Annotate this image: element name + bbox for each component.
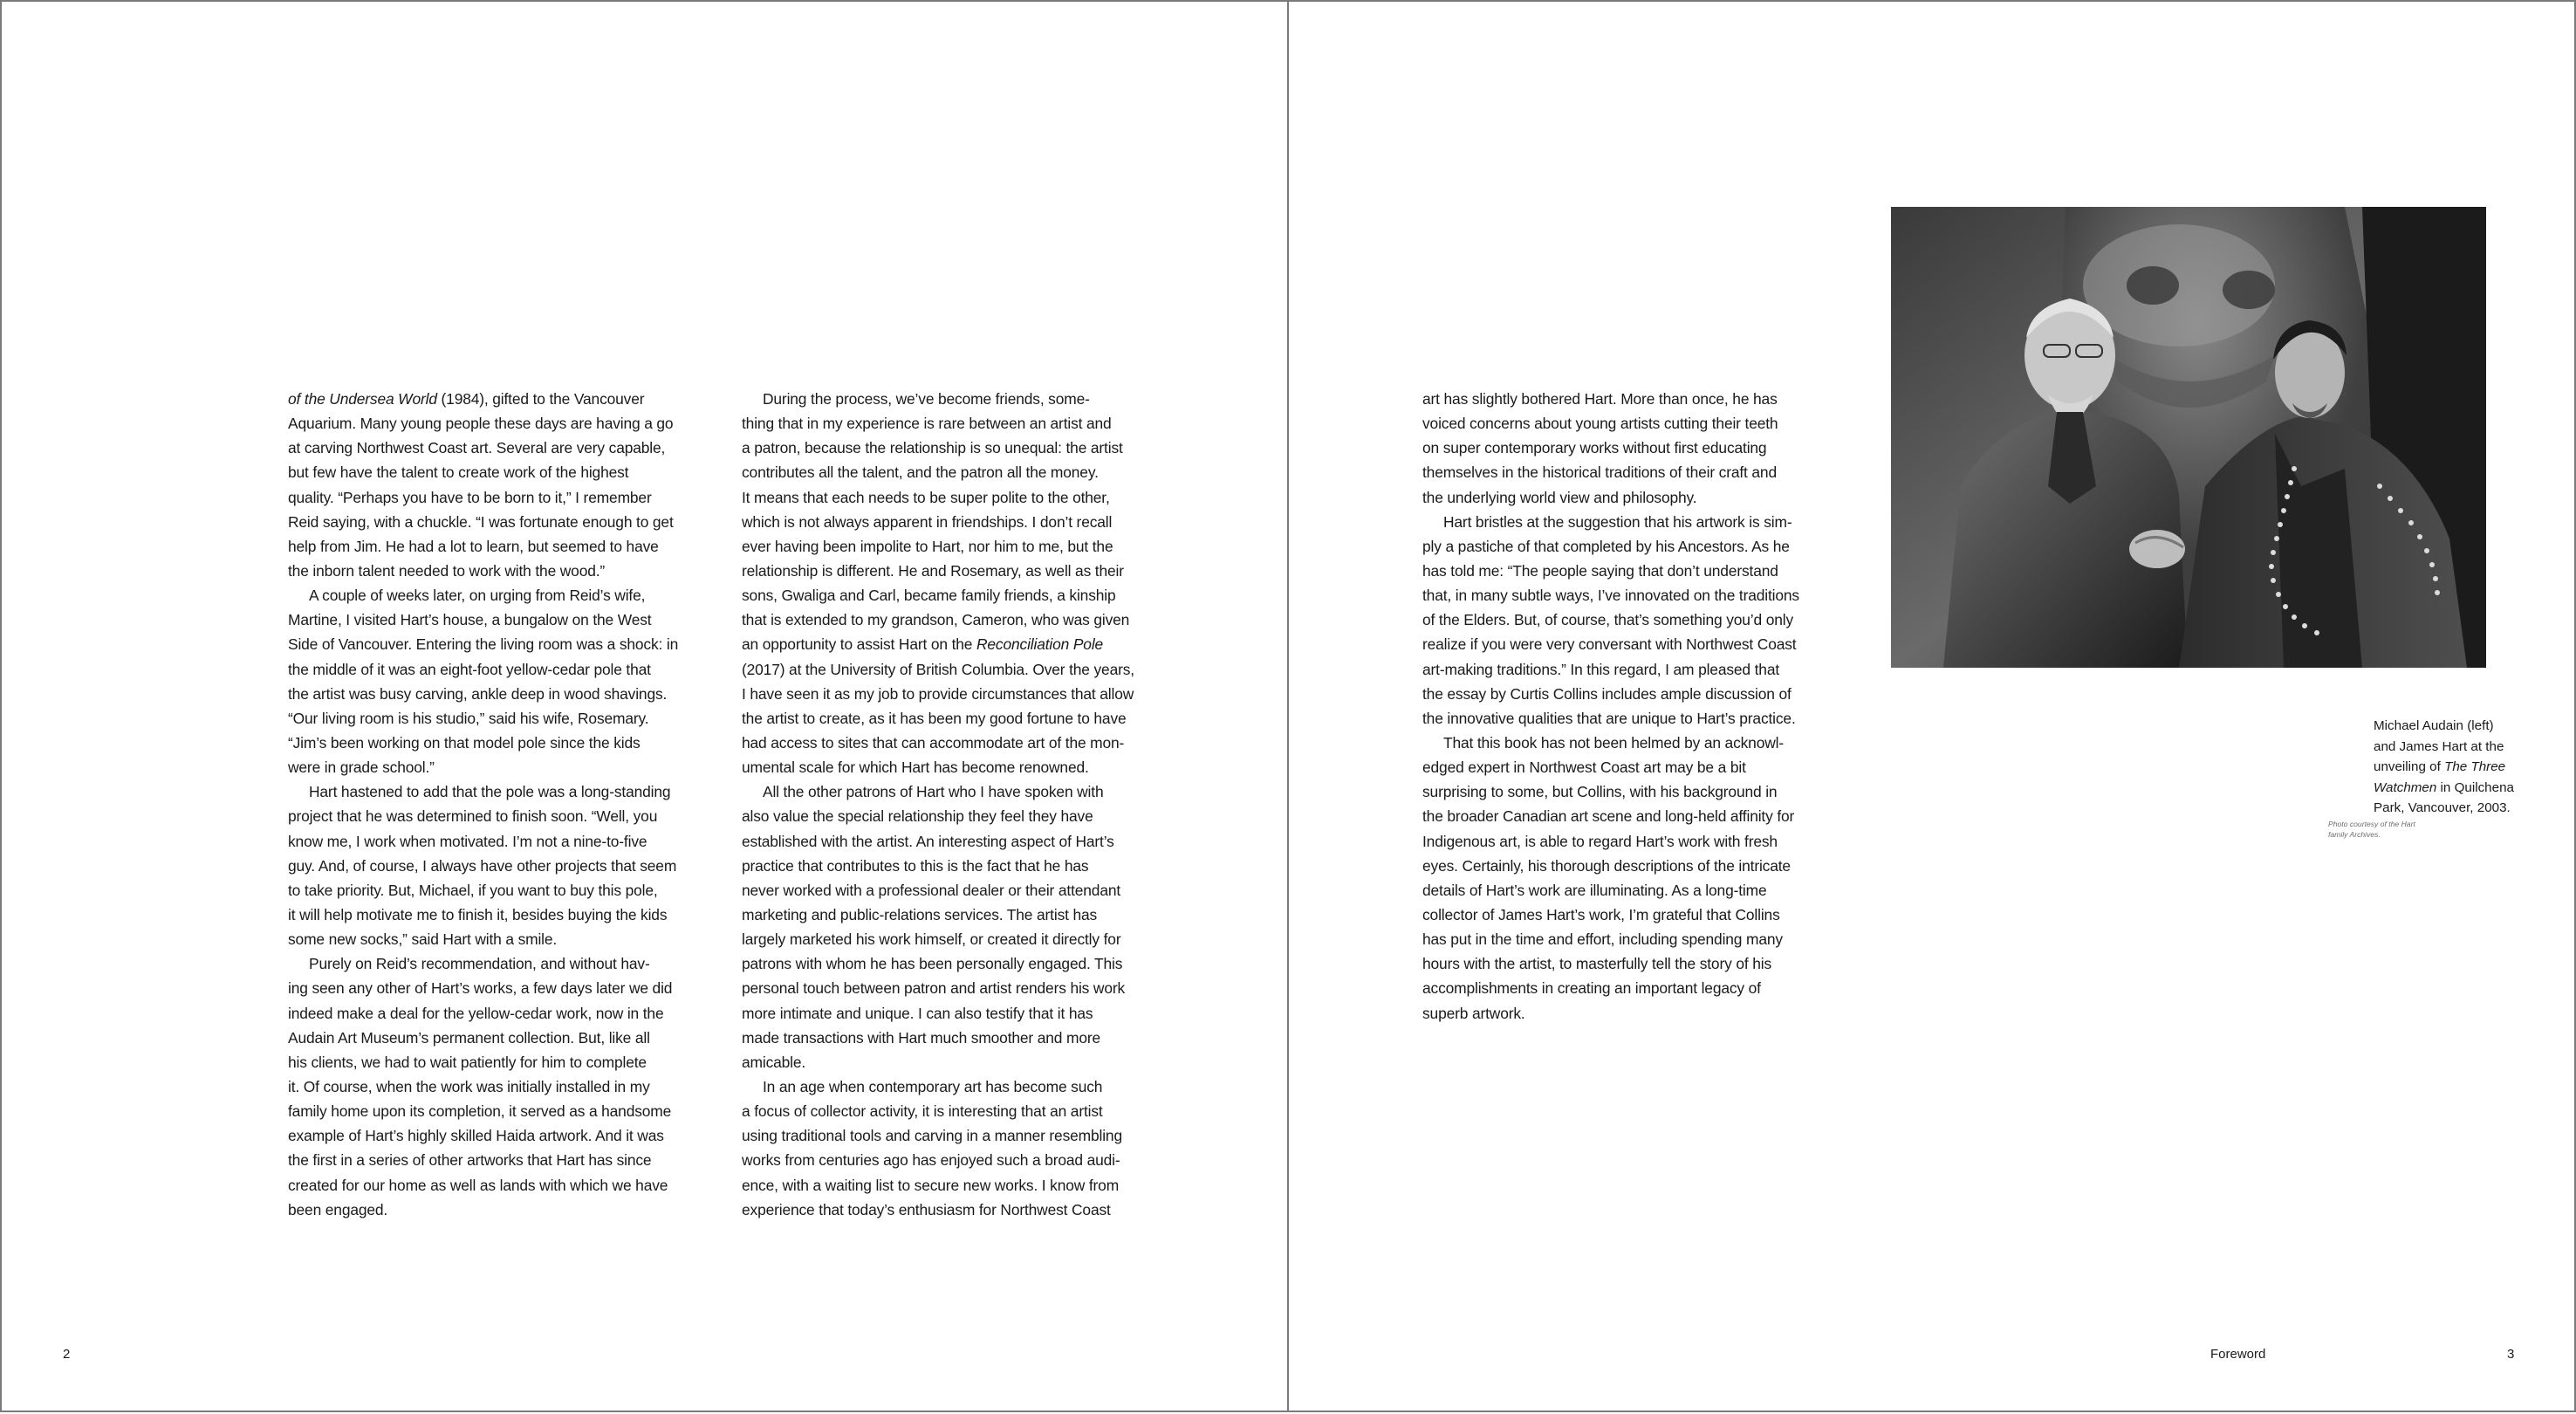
text-line: but few have the talent to create work of the highest	[288, 463, 629, 482]
text-line: quality. “Perhaps you have to be born to it,” I remember	[288, 488, 652, 506]
text-line: I have seen it as my job to provide circumstances that allow	[742, 684, 1134, 703]
text-line: the middle of it was an eight-foot yellow-cedar pole that	[288, 660, 651, 678]
text-line: relationship is different. He and Rosemary, as well as their	[742, 561, 1124, 580]
text-line: Side of Vancouver. Entering the living room was a shock: in	[288, 635, 679, 654]
text-line: “Our living room is his studio,” said his wife, Rosemary.	[288, 709, 649, 727]
text-line: details of Hart’s work are illuminating. As a long-time	[1422, 881, 1767, 899]
text-line: (2017) at the University of British Columbia. Over the years,	[742, 660, 1134, 678]
text-line: realize if you were very conversant with Northwest Coast	[1422, 635, 1797, 654]
text-line: Hart bristles at the suggestion that his artwork is sim-	[1443, 512, 1792, 531]
text-line: family Archives.	[2328, 830, 2381, 839]
text-line: hours with the artist, to masterfully tell the story of his	[1422, 955, 1771, 973]
text-column-2	[742, 387, 1157, 1222]
page-number-left: 2	[63, 1347, 71, 1362]
text-line: contributes all the talent, and the patron all the money.	[742, 463, 1099, 482]
text-line: superb artwork.	[1422, 1004, 1525, 1022]
text-line: patrons with whom he has been personally engaged. This	[742, 955, 1123, 973]
text-line: themselves in the historical traditions of their craft and	[1422, 463, 1777, 482]
text-line: ing seen any other of Hart’s works, a few days later we did	[288, 979, 673, 998]
text-line: Aquarium. Many young people these days are having a go	[288, 415, 674, 433]
text-line: the artist was busy carving, ankle deep in wood shavings.	[288, 684, 668, 703]
text-line: it. Of course, when the work was initially installed in my	[288, 1077, 650, 1095]
text-line: project that he was determined to finish soon. “Well, you	[288, 807, 658, 826]
text-line: indeed make a deal for the yellow-cedar work, now in the	[288, 1004, 664, 1022]
text-line: which is not always apparent in friendships. I don’t recall	[742, 512, 1113, 531]
text-line: accomplishments in creating an important legacy of	[1422, 979, 1761, 998]
text-line	[742, 632, 1157, 656]
text-line: has told me: “The people saying that don’t understand	[1422, 561, 1778, 580]
text-line: art has slightly bothered Hart. More than once, he has	[1422, 390, 1778, 408]
text-line: A couple of weeks later, on urging from Reid’s wife,	[309, 587, 646, 605]
text-line: practice that contributes to this is the fact that he has	[742, 856, 1089, 875]
text-line: help from Jim. He had a lot to learn, but seemed to have	[288, 537, 659, 555]
text-line: established with the artist. An interesting aspect of Hart’s	[742, 832, 1114, 850]
text-line: guy. And, of course, I always have other projects that seem	[288, 856, 677, 875]
page-number-right: 3	[2507, 1347, 2515, 1362]
text-line: personal touch between patron and artist renders his work	[742, 979, 1126, 998]
text-line: the underlying world view and philosophy.	[1422, 488, 1697, 506]
text-line: that, in many subtle ways, I’ve innovated on the traditions	[1422, 587, 1799, 605]
text-line: a patron, because the relationship is so unequal: the artist	[742, 439, 1123, 457]
text-line: the essay by Curtis Collins includes ample discussion of	[1422, 684, 1792, 703]
text-line: marketing and public-relations services. The artist has	[742, 905, 1098, 923]
text-line	[2374, 757, 2548, 778]
text-run: in Quilchena	[2436, 779, 2514, 795]
text-line: has put in the time and effort, including spending many	[1422, 930, 1783, 949]
text-line: Purely on Reid’s recommendation, and without hav-	[309, 955, 650, 973]
text-line: at carving Northwest Coast art. Several are very capable,	[288, 439, 666, 457]
text-line: the first in a series of other artworks that Hart has since	[288, 1151, 652, 1170]
text-run: an opportunity to assist Hart on the	[742, 635, 976, 654]
text-line: also value the special relationship they feel they have	[742, 807, 1093, 826]
text-column-3	[1422, 387, 1838, 1026]
text-line: eyes. Certainly, his thorough descriptions of the intricate	[1422, 856, 1791, 875]
italic-text: The Three	[2444, 759, 2506, 775]
text-line: the broader Canadian art scene and long-held affinity for	[1422, 807, 1795, 826]
photo-caption	[2374, 716, 2548, 819]
italic-text: Reconciliation Pole	[976, 635, 1104, 654]
text-line: collector of James Hart’s work, I’m grateful that Collins	[1422, 905, 1780, 923]
text-line: edged expert in Northwest Coast art may be a bit	[1422, 758, 1746, 777]
text-line: Reid saying, with a chuckle. “I was fortunate enough to get	[288, 512, 674, 531]
text-line: example of Hart’s highly skilled Haida artwork. And it was	[288, 1127, 664, 1145]
text-line: know me, I work when motivated. I’m not a nine-to-five	[288, 832, 647, 850]
text-line: to take priority. But, Michael, if you want to buy this pole,	[288, 881, 658, 899]
text-line: All the other patrons of Hart who I have spoken with	[763, 783, 1104, 801]
text-line: art-making traditions.” In this regard, I am pleased that	[1422, 660, 1780, 678]
text-line: and James Hart at the	[2374, 738, 2504, 754]
text-line	[2374, 778, 2548, 799]
text-line: been engaged.	[288, 1200, 388, 1218]
text-run: unveiling of	[2374, 759, 2445, 775]
text-line: amicable.	[742, 1053, 806, 1071]
text-line: ever having been impolite to Hart, nor him to me, but the	[742, 537, 1113, 555]
text-line: never worked with a professional dealer or their attendant	[742, 881, 1121, 899]
text-line: Photo courtesy of the Hart	[2328, 820, 2415, 828]
text-line: created for our home as well as lands with which we have	[288, 1176, 668, 1194]
text-line: “Jim’s been working on that model pole since the kids	[288, 733, 641, 752]
text-line: more intimate and unique. I can also testify that it has	[742, 1004, 1093, 1022]
text-line: Park, Vancouver, 2003.	[2374, 800, 2511, 816]
text-line: voiced concerns about young artists cutting their teeth	[1422, 415, 1778, 433]
text-line: Michael Audain (left)	[2374, 718, 2494, 733]
text-line: the innovative qualities that are unique to Hart’s practice.	[1422, 709, 1796, 727]
text-column-1	[288, 387, 703, 1222]
text-line: umental scale for which Hart has become renowned.	[742, 758, 1089, 777]
photo-credit	[2328, 819, 2468, 840]
text-line: made transactions with Hart much smoother and more	[742, 1028, 1101, 1047]
text-line: works from centuries ago has enjoyed such a broad audi-	[742, 1151, 1120, 1170]
text-line: some new socks,” said Hart with a smile.	[288, 930, 558, 949]
running-footer: Foreword	[2210, 1347, 2266, 1362]
text-line: thing that in my experience is rare between an artist and	[742, 415, 1112, 433]
photograph-handshake	[1891, 207, 2486, 668]
text-line: experience that today’s enthusiasm for Northwest Coast	[742, 1200, 1111, 1218]
text-line	[288, 387, 703, 411]
italic-text: of the Undersea World	[288, 390, 437, 408]
text-run: (1984), gifted to the Vancouver	[436, 390, 645, 408]
text-line: a focus of collector activity, it is interesting that an artist	[742, 1102, 1103, 1121]
text-line: In an age when contemporary art has become such	[763, 1077, 1103, 1095]
text-line: it will help motivate me to finish it, besides buying the kids	[288, 905, 668, 923]
text-line: his clients, we had to wait patiently for him to complete	[288, 1053, 647, 1071]
text-line: Hart hastened to add that the pole was a long-standing	[309, 783, 671, 801]
text-line: During the process, we’ve become friends, some-	[763, 390, 1090, 408]
text-line: That this book has not been helmed by an acknowl-	[1443, 733, 1784, 752]
text-line: surprising to some, but Collins, with his background in	[1422, 783, 1778, 801]
text-line: Audain Art Museum’s permanent collection. But, like all	[288, 1028, 650, 1047]
text-line: the inborn talent needed to work with the wood.”	[288, 561, 606, 580]
text-line: family home upon its completion, it served as a handsome	[288, 1102, 672, 1121]
text-line: the artist to create, as it has been my good fortune to have	[742, 709, 1127, 727]
text-line: using traditional tools and carving in a manner resembling	[742, 1127, 1122, 1145]
photo-illustration	[1891, 207, 2486, 668]
text-line: Martine, I visited Hart’s house, a bungalow on the West	[288, 611, 652, 629]
text-line: had access to sites that can accommodate art of the mon-	[742, 733, 1125, 752]
text-line: Indigenous art, is able to regard Hart’s work with fresh	[1422, 832, 1778, 850]
text-line: of the Elders. But, of course, that’s something you’d only	[1422, 611, 1794, 629]
text-line: ence, with a waiting list to secure new works. I know from	[742, 1176, 1120, 1194]
text-line: on super contemporary works without first educating	[1422, 439, 1767, 457]
text-line: It means that each needs to be super polite to the other,	[742, 488, 1110, 506]
text-line: largely marketed his work himself, or created it directly for	[742, 930, 1121, 949]
text-line: sons, Gwaliga and Carl, became family friends, a kinship	[742, 587, 1116, 605]
italic-text: Watchmen	[2374, 779, 2437, 795]
text-line: ply a pastiche of that completed by his Ancestors. As he	[1422, 537, 1790, 555]
text-line: that is extended to my grandson, Cameron, who was given	[742, 611, 1130, 629]
text-line: were in grade school.”	[288, 758, 435, 777]
